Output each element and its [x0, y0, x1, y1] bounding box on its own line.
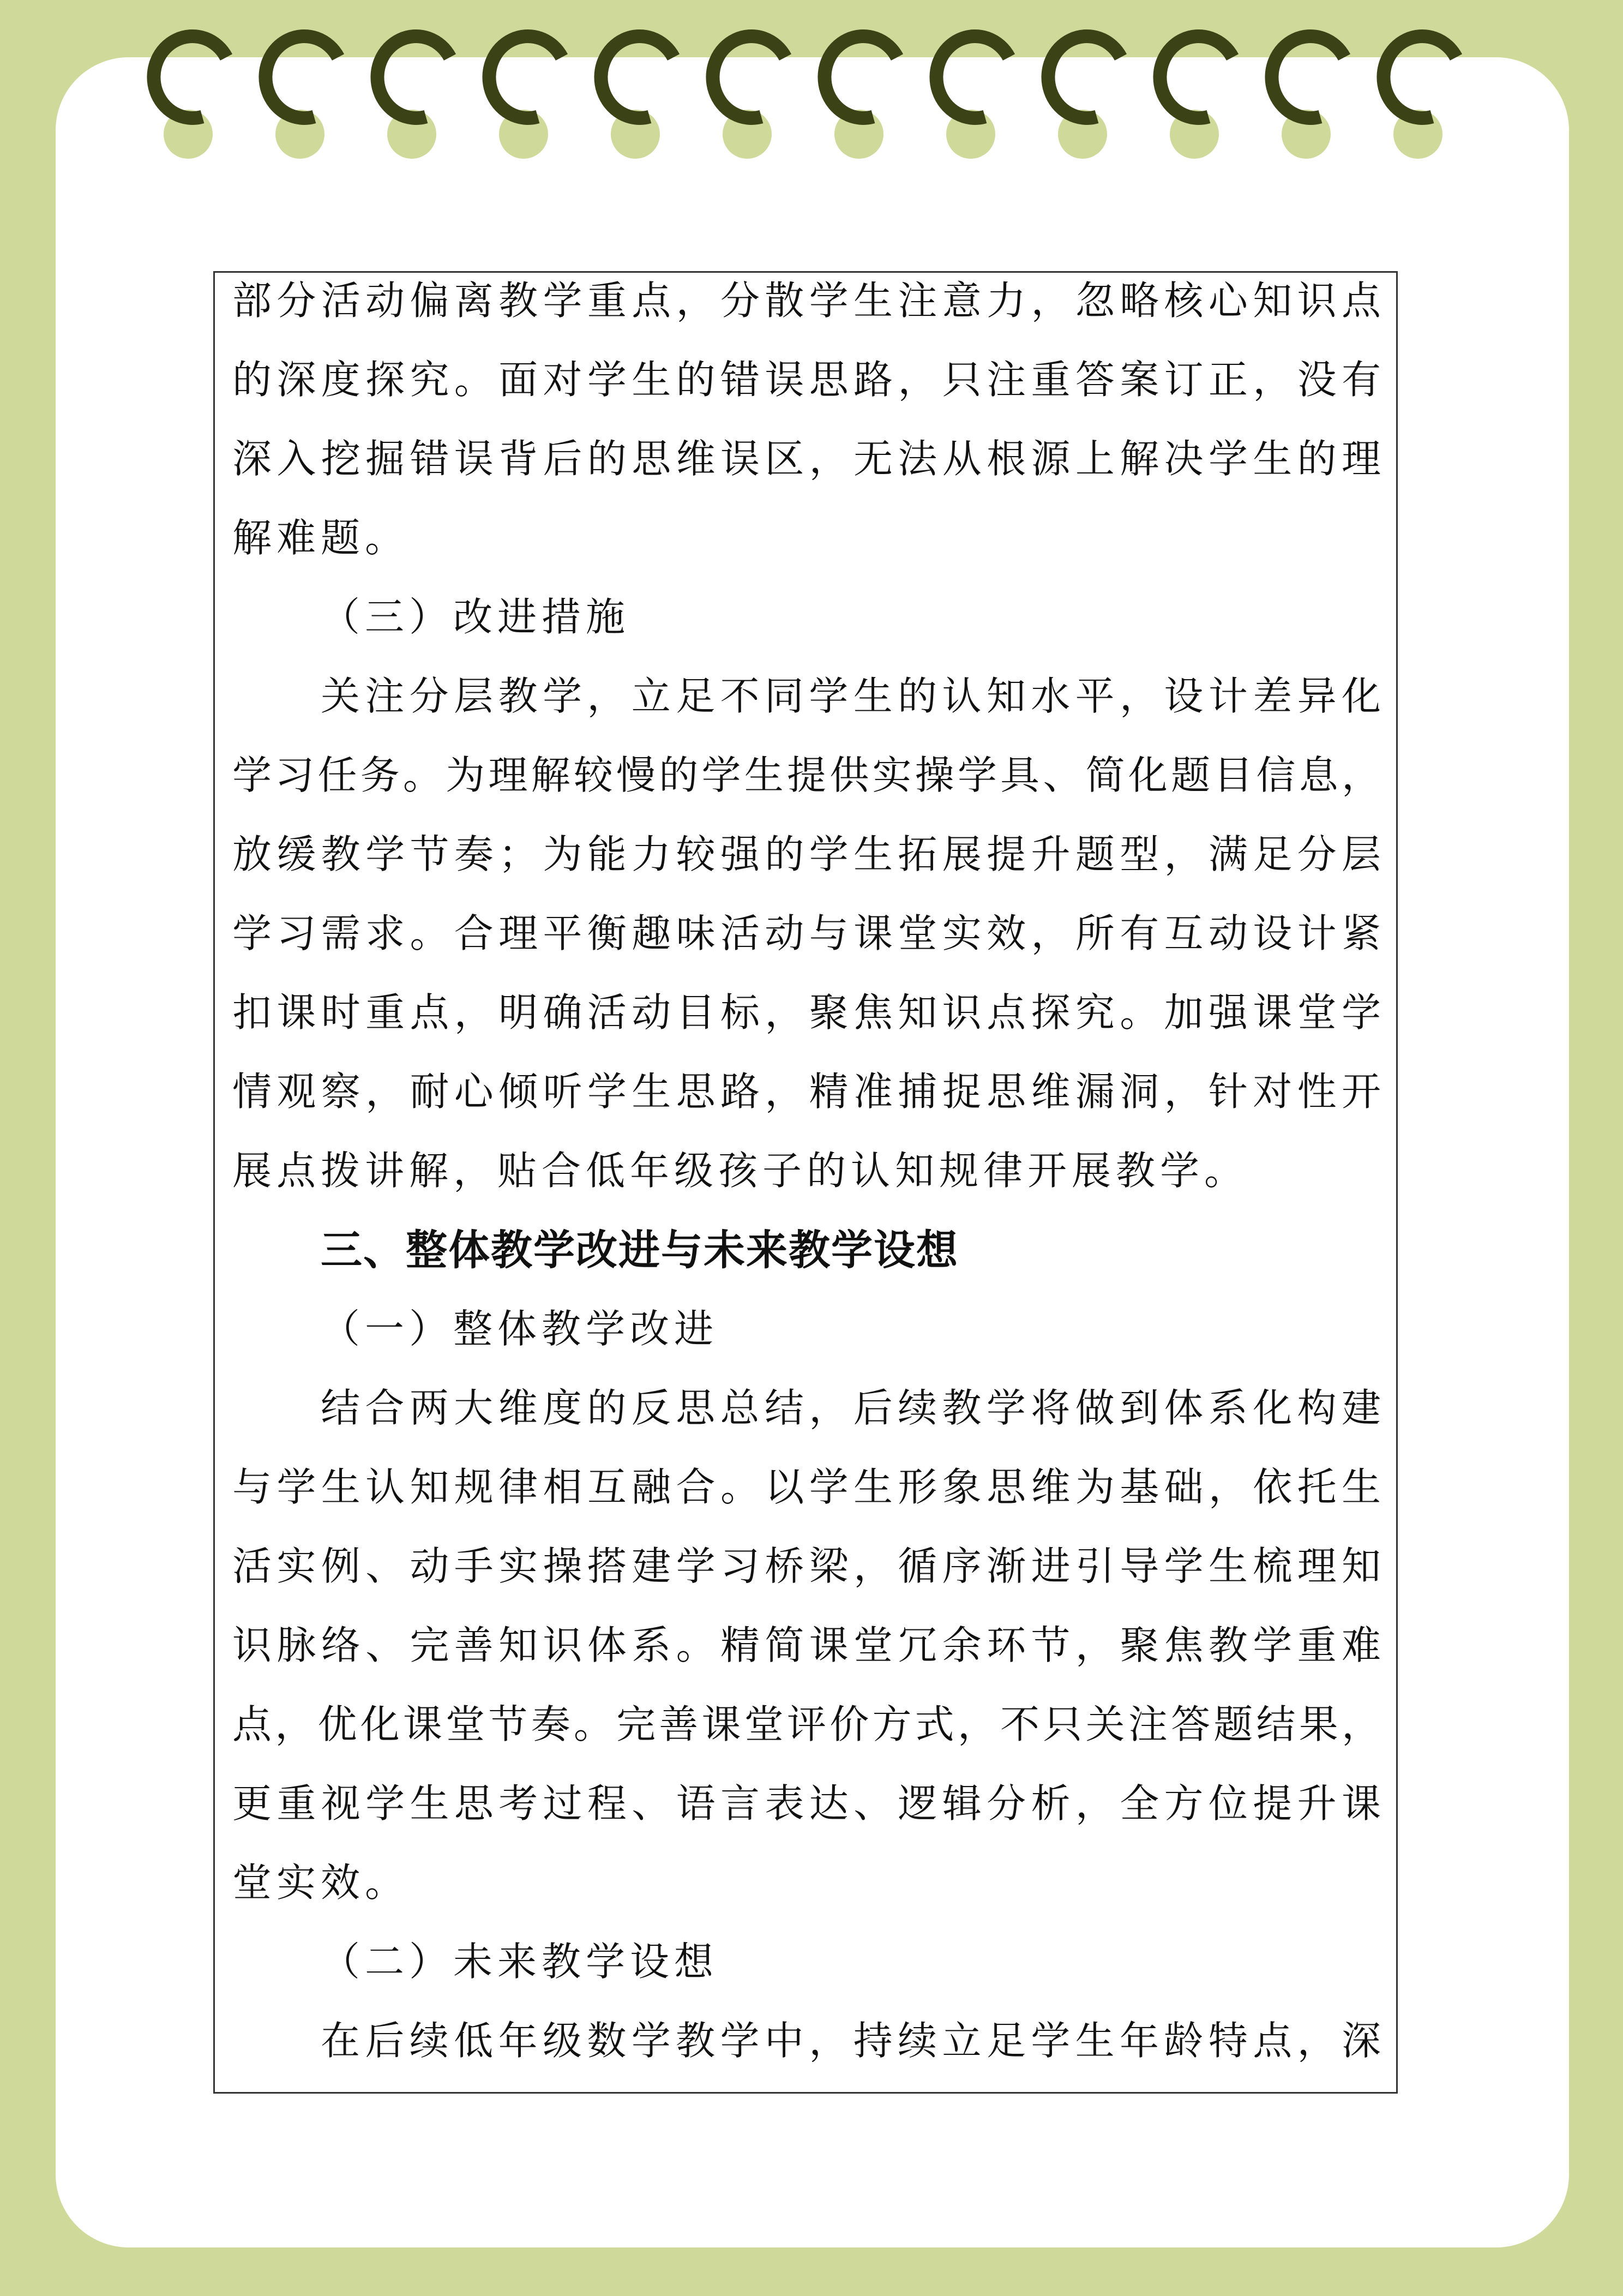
binding-ring — [154, 36, 226, 118]
subsection-heading: （二）未来教学设想 — [321, 1939, 719, 1985]
binding-ring — [1384, 36, 1456, 118]
paragraph-line: 点，优化课堂节奏。完善课堂评价方式，不只关注答题结果， — [232, 1701, 1381, 1747]
paragraph-line: 活实例、动手实操搭建学习桥梁，循序渐进引导学生梳理知 — [232, 1543, 1381, 1589]
paragraph-line: 扣课时重点，明确活动目标，聚焦知识点探究。加强课堂学 — [232, 990, 1381, 1035]
binding-ring — [825, 36, 897, 118]
binding-ring — [489, 36, 562, 118]
binding-ring — [266, 36, 338, 118]
paragraph-line: 展点拨讲解，贴合低年级孩子的认知规律开展教学。 — [232, 1148, 1249, 1194]
binding-ring — [1272, 36, 1344, 118]
paragraph-line: 结合两大维度的反思总结，后续教学将做到体系化构建 — [321, 1385, 1381, 1431]
binding-ring — [1048, 36, 1121, 118]
paragraph-line: 的深度探究。面对学生的错误思路，只注重答案订正，没有 — [232, 357, 1381, 403]
binding-ring — [713, 36, 785, 118]
paragraph-line: 深入挖掘错误背后的思维误区，无法从根源上解决学生的理 — [232, 436, 1381, 482]
paragraph-line: 情观察，耐心倾听学生思路，精准捕捉思维漏洞，针对性开 — [232, 1069, 1381, 1114]
binding-ring — [1160, 36, 1233, 118]
paragraph-line: 堂实效。 — [232, 1860, 410, 1905]
paragraph-line: 学习任务。为理解较慢的学生提供实操学具、简化题目信息， — [232, 752, 1381, 798]
paragraph-line: 更重视学生思考过程、语言表达、逻辑分析，全方位提升课 — [232, 1781, 1381, 1826]
paragraph-line: 识脉络、完善知识体系。精简课堂冗余环节，聚焦教学重难 — [232, 1622, 1381, 1668]
binding-ring — [377, 36, 450, 118]
paragraph-line: 解难题。 — [232, 515, 410, 561]
paragraph-line: 在后续低年级数学教学中，持续立足学生年龄特点，深 — [321, 2018, 1381, 2064]
paragraph-line: 与学生认知规律相互融合。以学生形象思维为基础，依托生 — [232, 1464, 1381, 1510]
spiral-binding — [0, 0, 1623, 175]
section-heading: 三、整体教学改进与未来教学设想 — [321, 1226, 959, 1274]
paragraph-line: 放缓教学节奏；为能力较强的学生拓展提升题型，满足分层 — [232, 831, 1381, 877]
binding-ring — [936, 36, 1009, 118]
binding-ring — [601, 36, 674, 118]
paragraph-line: 关注分层教学，立足不同学生的认知水平，设计差异化 — [321, 673, 1381, 719]
subsection-heading: （一）整体教学改进 — [321, 1306, 719, 1352]
subsection-heading: （三）改进措施 — [321, 594, 630, 640]
paragraph-line: 学习需求。合理平衡趣味活动与课堂实效，所有互动设计紧 — [232, 910, 1381, 956]
paragraph-line: 部分活动偏离教学重点，分散学生注意力，忽略核心知识点 — [232, 278, 1381, 323]
document-body — [232, 261, 1381, 2081]
